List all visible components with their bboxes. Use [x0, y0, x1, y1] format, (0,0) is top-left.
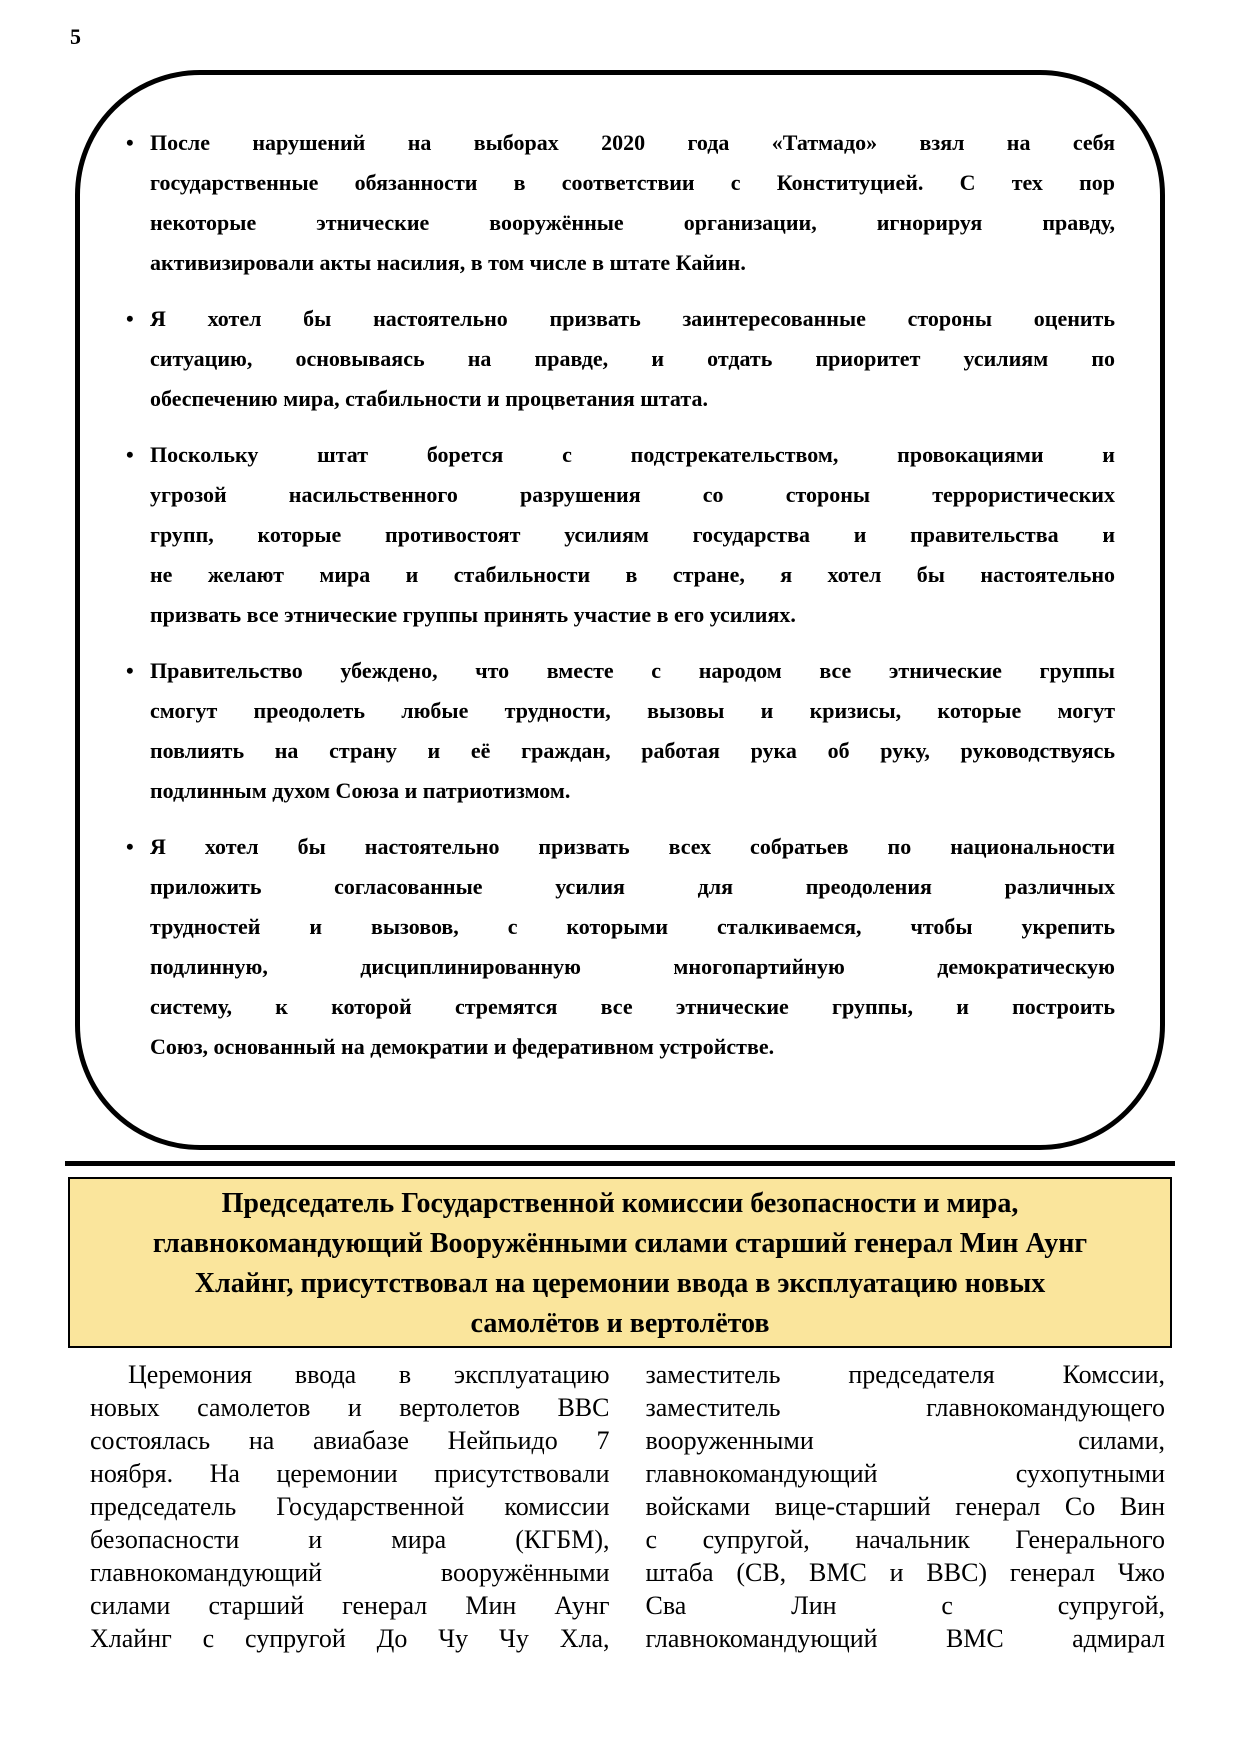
bullet-item	[80, 651, 1115, 811]
text-line: вооруженными силами,	[645, 1426, 1165, 1455]
text-line: активизировали акты насилия, в том числе в штате Кайин.	[150, 250, 746, 275]
text-line: главнокомандующий Вооружёнными силами старший генерал Мин Аунг	[152, 1228, 1088, 1259]
text-line: заместитель главнокомандующего	[645, 1393, 1165, 1422]
text-line: приложить согласованные усилия для преодоления различных	[150, 874, 1115, 899]
text-line: Я хотел бы настоятельно призвать заинтересованные стороны оценить	[150, 306, 1115, 331]
bullet-points-box	[75, 70, 1165, 1150]
text-line: систему, к которой стремятся все этнические группы, и построить	[150, 994, 1115, 1019]
bullet-text	[150, 299, 1115, 419]
bullet-icon: •	[126, 306, 134, 331]
text-line: ситуацию, основываясь на правде, и отдать приоритет усилиям по	[150, 346, 1115, 371]
text-line: угрозой насильственного разрушения со стороны террористических	[150, 482, 1115, 507]
text-line: После нарушений на выборах 2020 года «Татмадо» взял на себя	[150, 130, 1115, 155]
text-line: не желают мира и стабильности в стране, я хотел бы настоятельно	[150, 562, 1115, 587]
text-line: Я хотел бы настоятельно призвать всех собратьев по национальности	[150, 834, 1115, 859]
text-line: заместитель председателя Комссии,	[645, 1360, 1165, 1389]
text-line: главнокомандующий сухопутными	[645, 1459, 1165, 1488]
bullet-icon: •	[126, 658, 134, 683]
bullet-icon: •	[126, 834, 134, 859]
text-line: трудностей и вызовов, с которыми сталкиваемся, чтобы укрепить	[150, 914, 1115, 939]
text-line: Поскольку штат борется с подстрекательством, провокациями и	[150, 442, 1115, 467]
text-line: ноября. На церемонии присутствовали	[90, 1459, 610, 1488]
article-column-left	[90, 1358, 610, 1655]
headline-box	[68, 1177, 1172, 1348]
bullet-item	[80, 299, 1115, 419]
text-line: председатель Государственной комиссии	[90, 1492, 610, 1521]
text-line: некоторые этнические вооружённые организации, игнорируя правду,	[150, 210, 1115, 235]
bullet-icon: •	[126, 130, 134, 155]
text-line: Председатель Государственной комиссии безопасности и мира,	[221, 1188, 1019, 1219]
text-line: безопасности и мира (КГБМ),	[90, 1525, 610, 1554]
text-line: новых самолетов и вертолетов ВВС	[90, 1393, 610, 1422]
text-line: повлиять на страну и её граждан, работая рука об руку, руководствуясь	[150, 738, 1115, 763]
text-line: штаба (СВ, ВМС и ВВС) генерал Чжо	[645, 1558, 1165, 1587]
text-line: главнокомандующий ВМС адмирал	[645, 1624, 1165, 1653]
text-line: силами старший генерал Мин Аунг	[90, 1591, 610, 1620]
text-line: Церемония ввода в эксплуатацию	[128, 1360, 610, 1389]
bullet-item	[80, 123, 1115, 283]
text-line: Союз, основанный на демократии и федеративном устройстве.	[150, 1034, 775, 1059]
text-line: подлинную, дисциплинированную многопартийную демократическую	[150, 954, 1115, 979]
text-line: призвать все этнические группы принять участие в его усилиях.	[150, 602, 796, 627]
text-line: самолётов и вертолётов	[470, 1308, 770, 1339]
text-line: Хлайнг, присутствовал на церемонии ввода в эксплуатацию новых	[194, 1268, 1046, 1299]
article-column-right	[646, 1358, 1166, 1655]
section-divider	[65, 1161, 1175, 1166]
headline-title	[90, 1184, 1150, 1344]
page-number: 5	[70, 24, 81, 49]
text-line: подлинным духом Союза и патриотизмом.	[150, 778, 571, 803]
text-line: обеспечению мира, стабильности и процветания штата.	[150, 386, 708, 411]
text-line: войсками вице-старший генерал Со Вин	[645, 1492, 1165, 1521]
bullet-text	[150, 827, 1115, 1067]
bullet-icon: •	[126, 442, 134, 467]
text-line: состоялась на авиабазе Нейпьидо 7	[90, 1426, 610, 1455]
text-line: с супругой, начальник Генерального	[645, 1525, 1165, 1554]
bullet-item	[80, 435, 1115, 635]
text-line: Сва Лин с супругой,	[645, 1591, 1165, 1620]
bullet-text	[150, 435, 1115, 635]
text-line: Правительство убеждено, что вместе с народом все этнические группы	[150, 658, 1115, 683]
text-line: главнокомандующий вооружёнными	[90, 1558, 610, 1587]
text-line: смогут преодолеть любые трудности, вызовы и кризисы, которые могут	[150, 698, 1115, 723]
bullet-list	[80, 123, 1115, 1067]
bullet-item	[80, 827, 1115, 1067]
bullet-text	[150, 651, 1115, 811]
text-line: групп, которые противостоят усилиям государства и правительства и	[150, 522, 1115, 547]
text-line: государственные обязанности в соответствии с Конституцией. С тех пор	[150, 170, 1115, 195]
text-line: Хлайнг с супругой До Чу Чу Хла,	[90, 1624, 610, 1653]
article-columns	[90, 1358, 1165, 1655]
bullet-text	[150, 123, 1115, 283]
